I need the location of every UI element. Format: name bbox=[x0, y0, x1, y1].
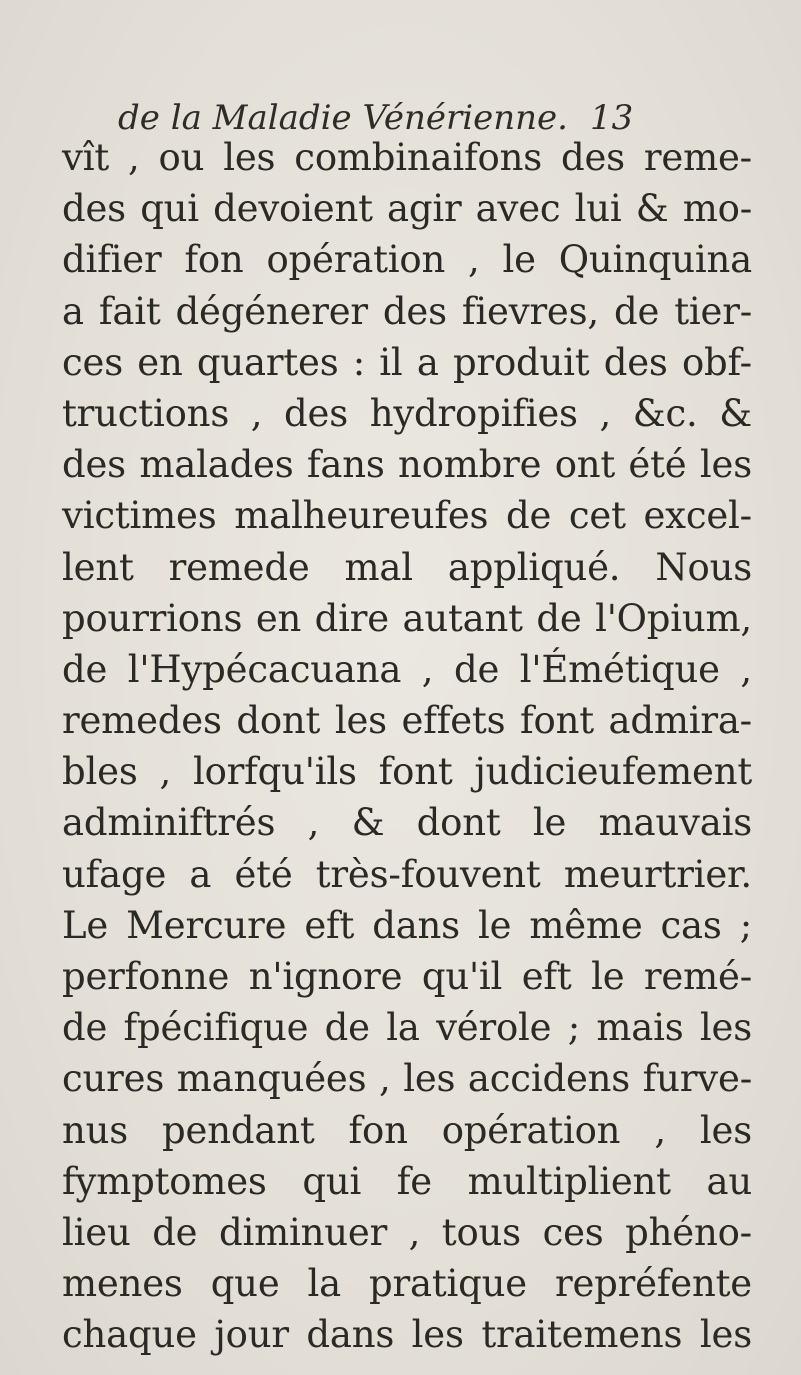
text-line: ces en quartes : il a produit des obf- bbox=[62, 340, 752, 384]
text-line: de l'Hypécacuana , de l'Émétique , bbox=[62, 647, 752, 691]
page-number: 13 bbox=[590, 98, 634, 138]
text-line: des malades fans nombre ont été les bbox=[62, 443, 752, 487]
body-text bbox=[62, 132, 752, 1361]
text-line: menes que la pratique repréfente bbox=[62, 1262, 752, 1306]
text-line: adminiftrés , & dont le mauvais bbox=[62, 801, 752, 845]
text-line: ufage a été très-fouvent meurtrier. bbox=[62, 852, 752, 896]
running-title: de la Maladie Vénérienne. bbox=[118, 98, 568, 138]
text-line: a fait dégénerer des fievres, de tier- bbox=[62, 289, 752, 333]
text-line: vît , ou les combinaifons des reme- bbox=[62, 136, 752, 179]
text-line: fymptomes qui fe multiplient au bbox=[62, 1159, 752, 1203]
text-line: tructions , des hydropifies , &c. & bbox=[62, 391, 752, 435]
text-line: perfonne n'ignore qu'il eft le remé- bbox=[62, 955, 752, 998]
text-line: chaque jour dans les traitemens les bbox=[62, 1313, 752, 1357]
text-line: de fpécifique de la vérole ; mais les bbox=[62, 1006, 752, 1050]
text-line: nus pendant fon opération , les bbox=[62, 1108, 752, 1152]
text-line: difier fon opération , le Quinquina bbox=[62, 238, 752, 282]
text-line: Le Mercure eft dans le même cas ; bbox=[62, 903, 752, 947]
text-line: remedes dont les effets font admira- bbox=[62, 699, 752, 743]
text-line: pourrions en dire autant de l'Opium, bbox=[62, 596, 752, 640]
text-line: cures manquées , les accidens furve- bbox=[62, 1057, 752, 1101]
text-line: lieu de diminuer , tous ces phéno- bbox=[62, 1210, 752, 1254]
text-line: des qui devoient agir avec lui & mo- bbox=[62, 187, 752, 231]
text-line: lent remede mal appliqué. Nous bbox=[62, 545, 752, 589]
text-line: bles , lorfqu'ils font judicieufement bbox=[62, 750, 752, 794]
text-line: victimes malheureufes de cet excel- bbox=[62, 494, 752, 538]
